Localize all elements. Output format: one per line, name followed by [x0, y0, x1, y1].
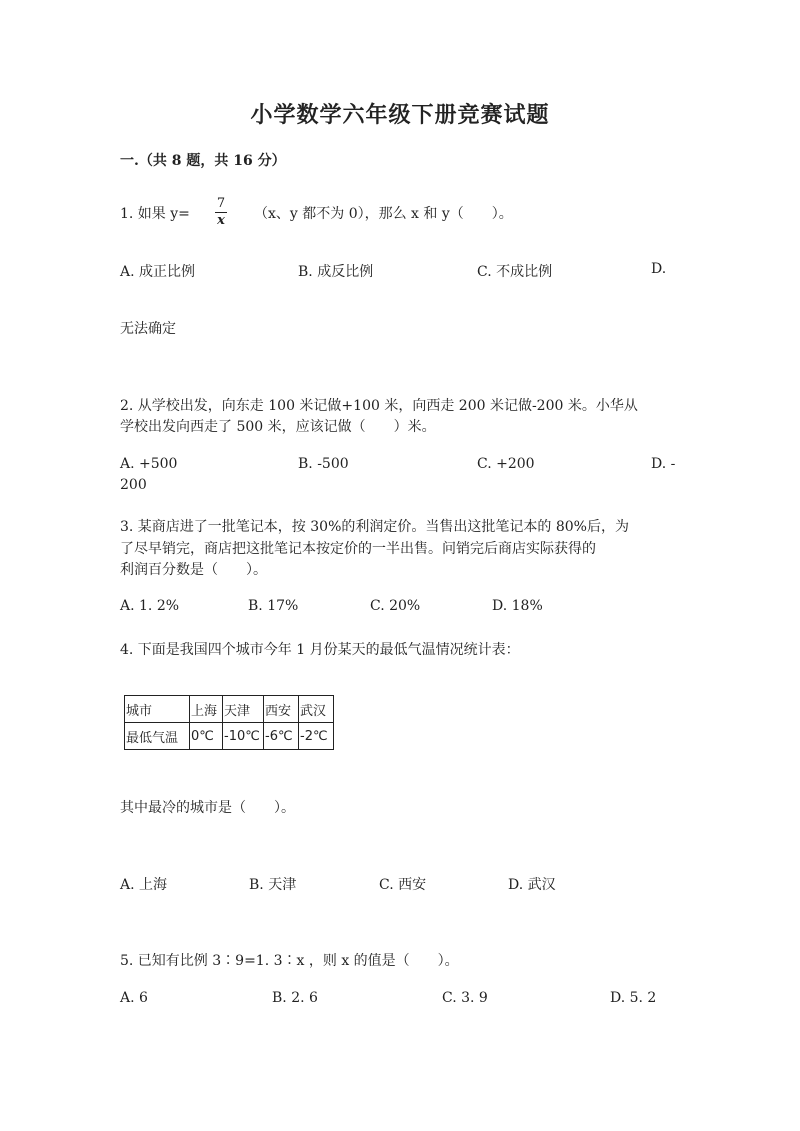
q3-option-d: D. 18%: [492, 598, 543, 614]
q1-option-a: A. 成正比例: [120, 264, 196, 280]
q4-option-a: A. 上海: [120, 877, 168, 893]
table-cell: 最低气温: [125, 723, 190, 750]
q3-line-2: 了尽早销完，商店把这批笔记本按定价的一半出售。问销完后商店实际获得的: [120, 541, 596, 557]
q4-question: 其中最冷的城市是（ ）。: [120, 800, 295, 816]
table-cell: -6℃: [264, 723, 299, 750]
exam-title: 小学数学六年级下册竞赛试题: [250, 102, 550, 128]
q5-option-d: D. 5. 2: [610, 990, 657, 1006]
table-cell: 上海: [190, 696, 223, 723]
q5-line-1: 5. 已知有比例 3∶9=1. 3∶x ，则 x 的值是（ ）。: [120, 953, 459, 969]
q2-option-b: B. -500: [298, 456, 349, 472]
q4-option-c: C. 西安: [379, 877, 427, 893]
table-row: [125, 723, 334, 750]
q1-suffix: （x、y 都不为 0），那么 x 和 y（ ）。: [254, 206, 513, 222]
q1-option-d: D.: [651, 261, 667, 277]
section-heading: 一.（共 8 题，共 16 分）: [120, 153, 286, 169]
table-cell: 城市: [125, 696, 190, 723]
q2-option-d: D. -: [651, 456, 676, 472]
q2-line-2: 学校出发向西走了 500 米，应该记做（ ）米。: [120, 419, 436, 435]
q5-option-b: B. 2. 6: [272, 990, 318, 1006]
q3-line-3: 利润百分数是（ ）。: [120, 562, 267, 578]
q4-option-d: D. 武汉: [508, 877, 556, 893]
table-cell: 0℃: [190, 723, 223, 750]
q2-option-d-text: 200: [120, 477, 147, 493]
q1-prefix: 1. 如果 y=: [120, 206, 190, 222]
q2-option-a: A. +500: [120, 456, 178, 472]
table-row: [125, 696, 334, 723]
q3-option-c: C. 20%: [370, 598, 421, 614]
q3-option-a: A. 1. 2%: [120, 598, 180, 614]
q1-option-c: C. 不成比例: [477, 264, 553, 280]
q2-option-c: C. +200: [477, 456, 535, 472]
q1-fraction-numerator: 7: [216, 196, 226, 211]
q1-option-b: B. 成反比例: [298, 264, 374, 280]
table-cell: -10℃: [223, 723, 264, 750]
q1-fraction: [212, 196, 230, 228]
temperature-table: [124, 695, 334, 750]
q5-option-c: C. 3. 9: [442, 990, 488, 1006]
table-cell: 西安: [264, 696, 299, 723]
q4-option-b: B. 天津: [249, 877, 297, 893]
table-cell: 武汉: [299, 696, 334, 723]
q1-fraction-denominator: x: [217, 213, 225, 228]
q3-option-b: B. 17%: [248, 598, 299, 614]
q5-option-a: A. 6: [120, 990, 148, 1006]
q2-line-1: 2. 从学校出发，向东走 100 米记做+100 米，向西走 200 米记做-200 米。小华从: [120, 398, 638, 414]
table-cell: -2℃: [299, 723, 334, 750]
q1-option-d-text: 无法确定: [120, 321, 176, 337]
q3-line-1: 3. 某商店进了一批笔记本，按 30%的利润定价。当售出这批笔记本的 80%后，为: [120, 519, 629, 535]
table-cell: 天津: [223, 696, 264, 723]
q4-line-1: 4. 下面是我国四个城市今年 1 月份某天的最低气温情况统计表：: [120, 642, 520, 658]
